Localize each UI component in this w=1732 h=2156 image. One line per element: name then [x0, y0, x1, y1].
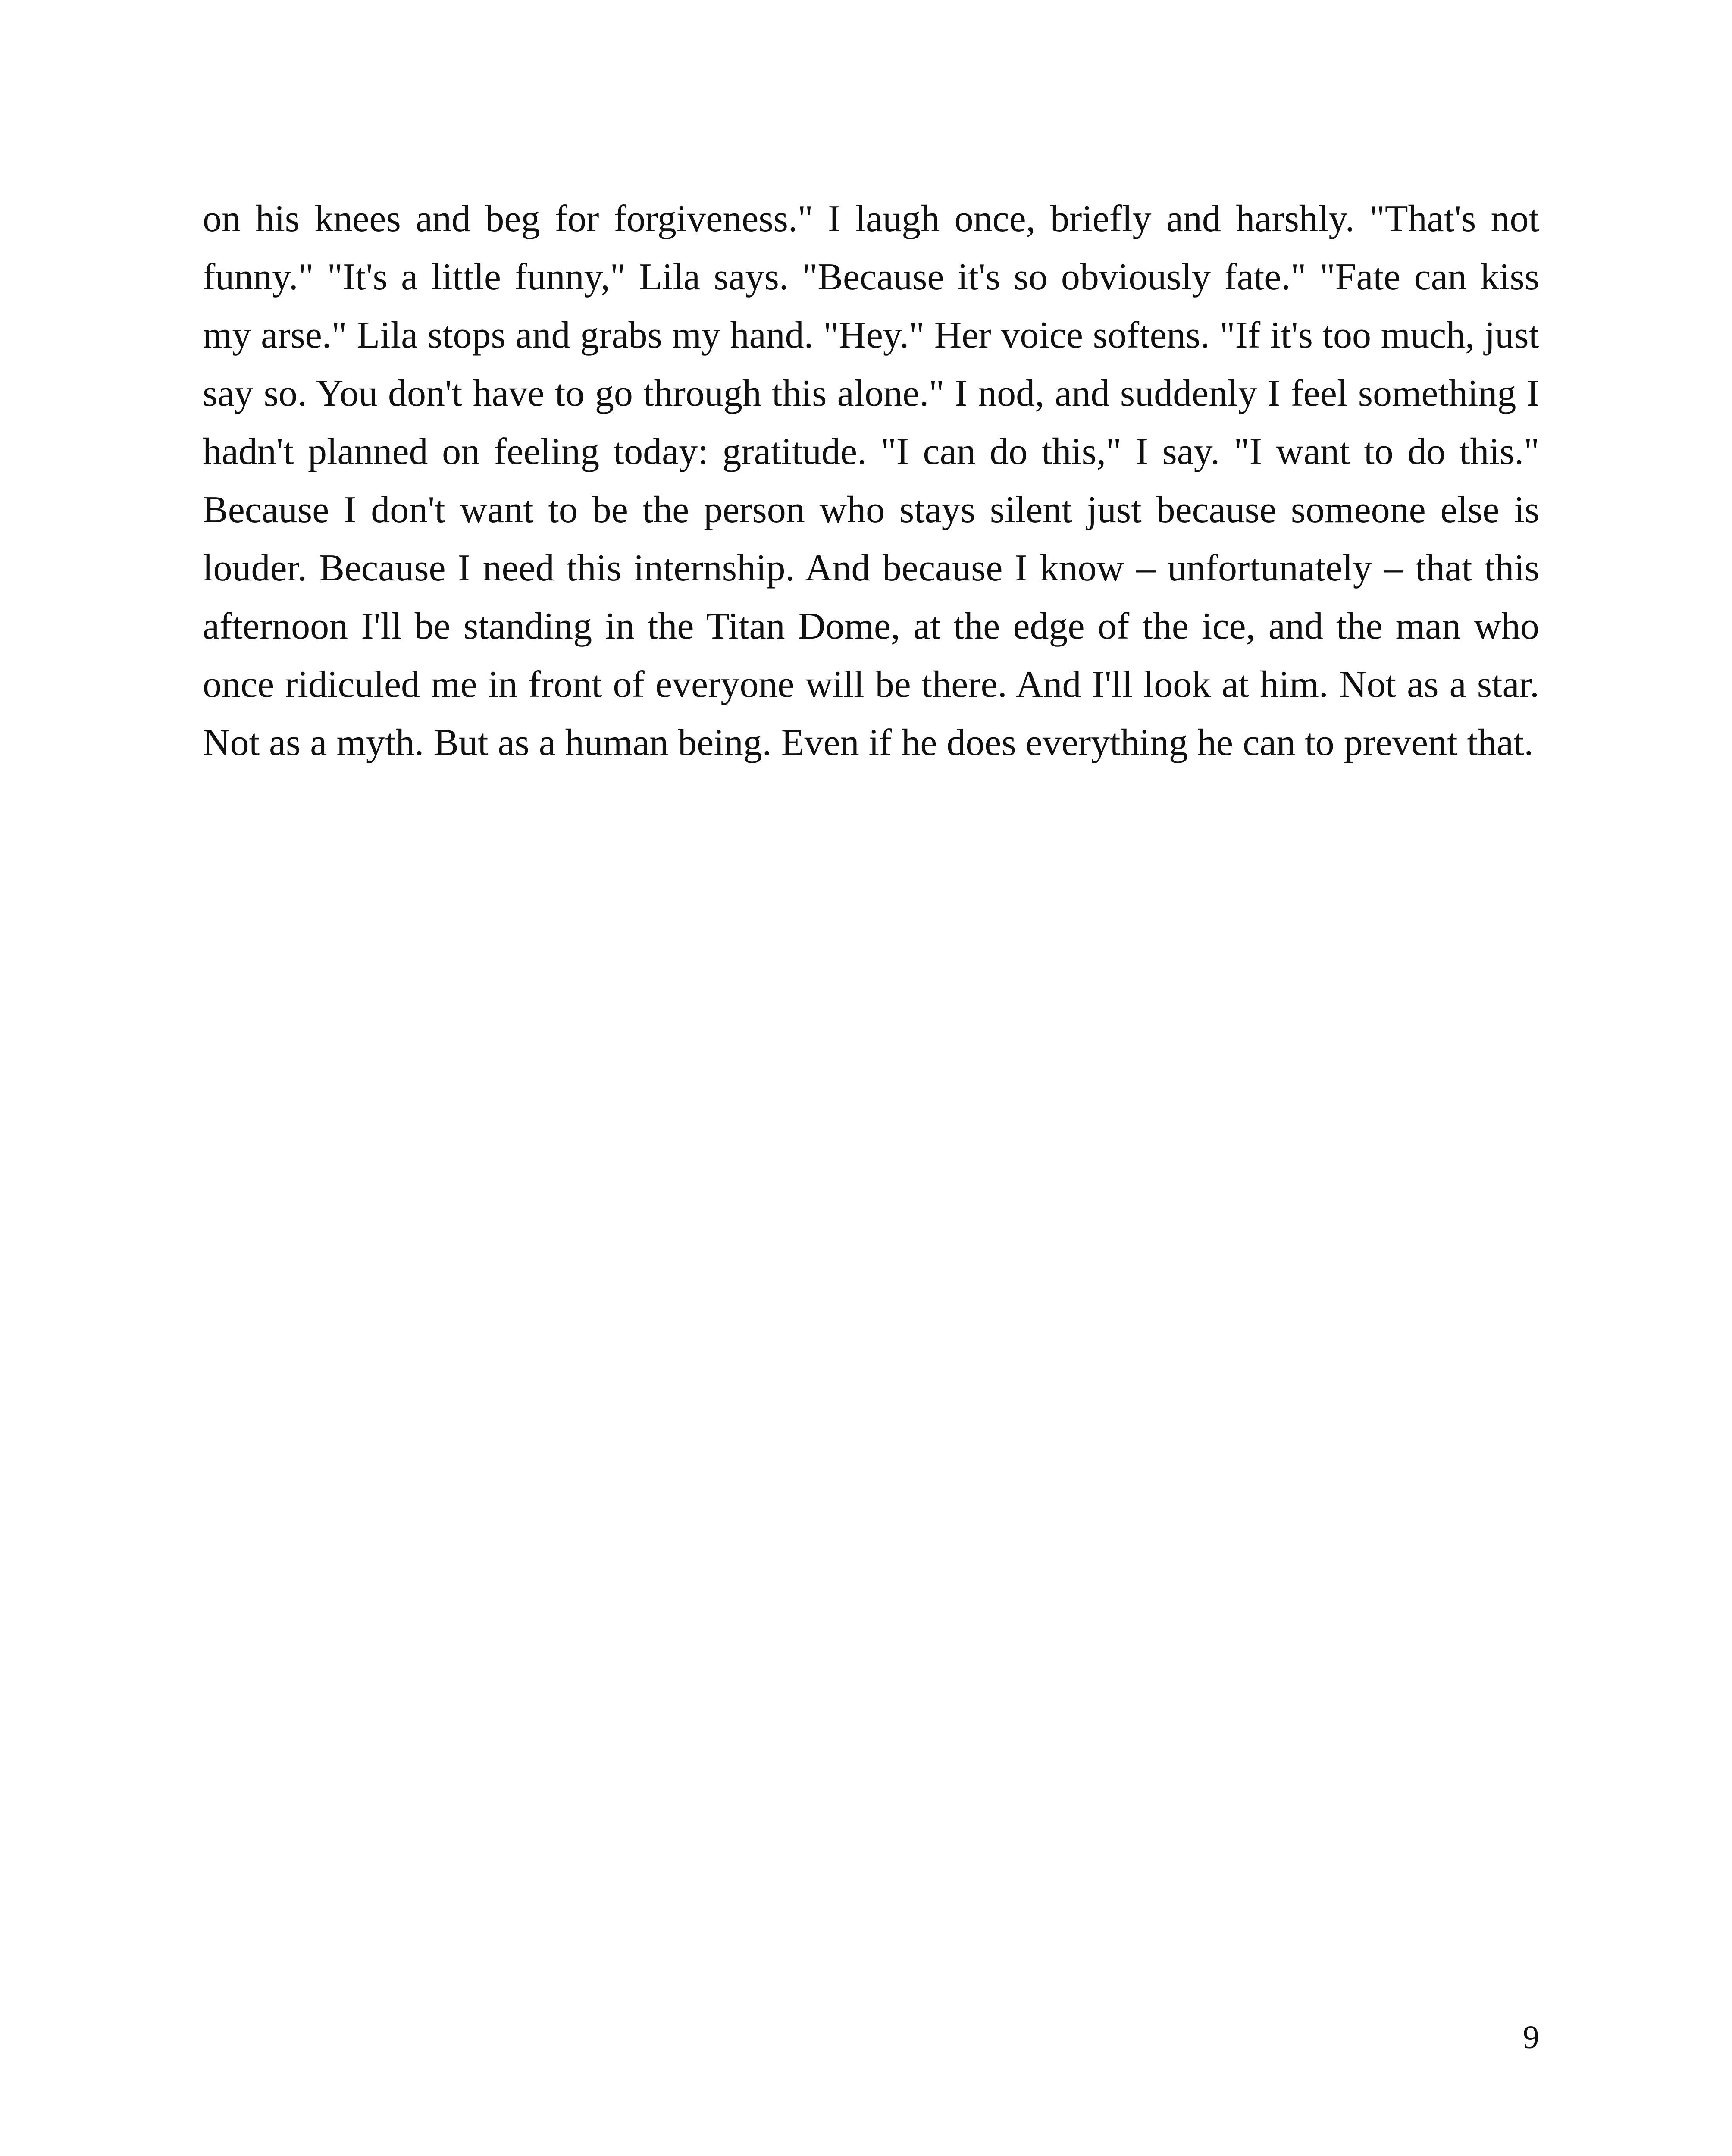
body-paragraph: on his knees and beg for forgiveness." I laugh once, briefly and harshly. "That's not funny." "It's a little funny," Lila says. "Because it's so obviously fate." "Fate can kiss my arse." Lila stops and grabs my hand. "Hey." Her voice softens. "If it's too much, just say so. You don't have to go through this alone." I nod, and suddenly I feel something I hadn't planned on feeling today: gratitude. "I can do this," I say. "I want to do this." Because I don't want to be the person who stays silent just because someone else is louder. Because I need this internship. And because I know – unfortunately – that this afternoon I'll be standing in the Titan Dome, at the edge of the ice, and the man who once ridiculed me in front of everyone will be there. And I'll look at him. Not as a star. Not as a myth. But as a human being. Even if he does everything he can to prevent that.: [203, 198, 1539, 764]
page-number: 9: [1523, 2019, 1539, 2056]
